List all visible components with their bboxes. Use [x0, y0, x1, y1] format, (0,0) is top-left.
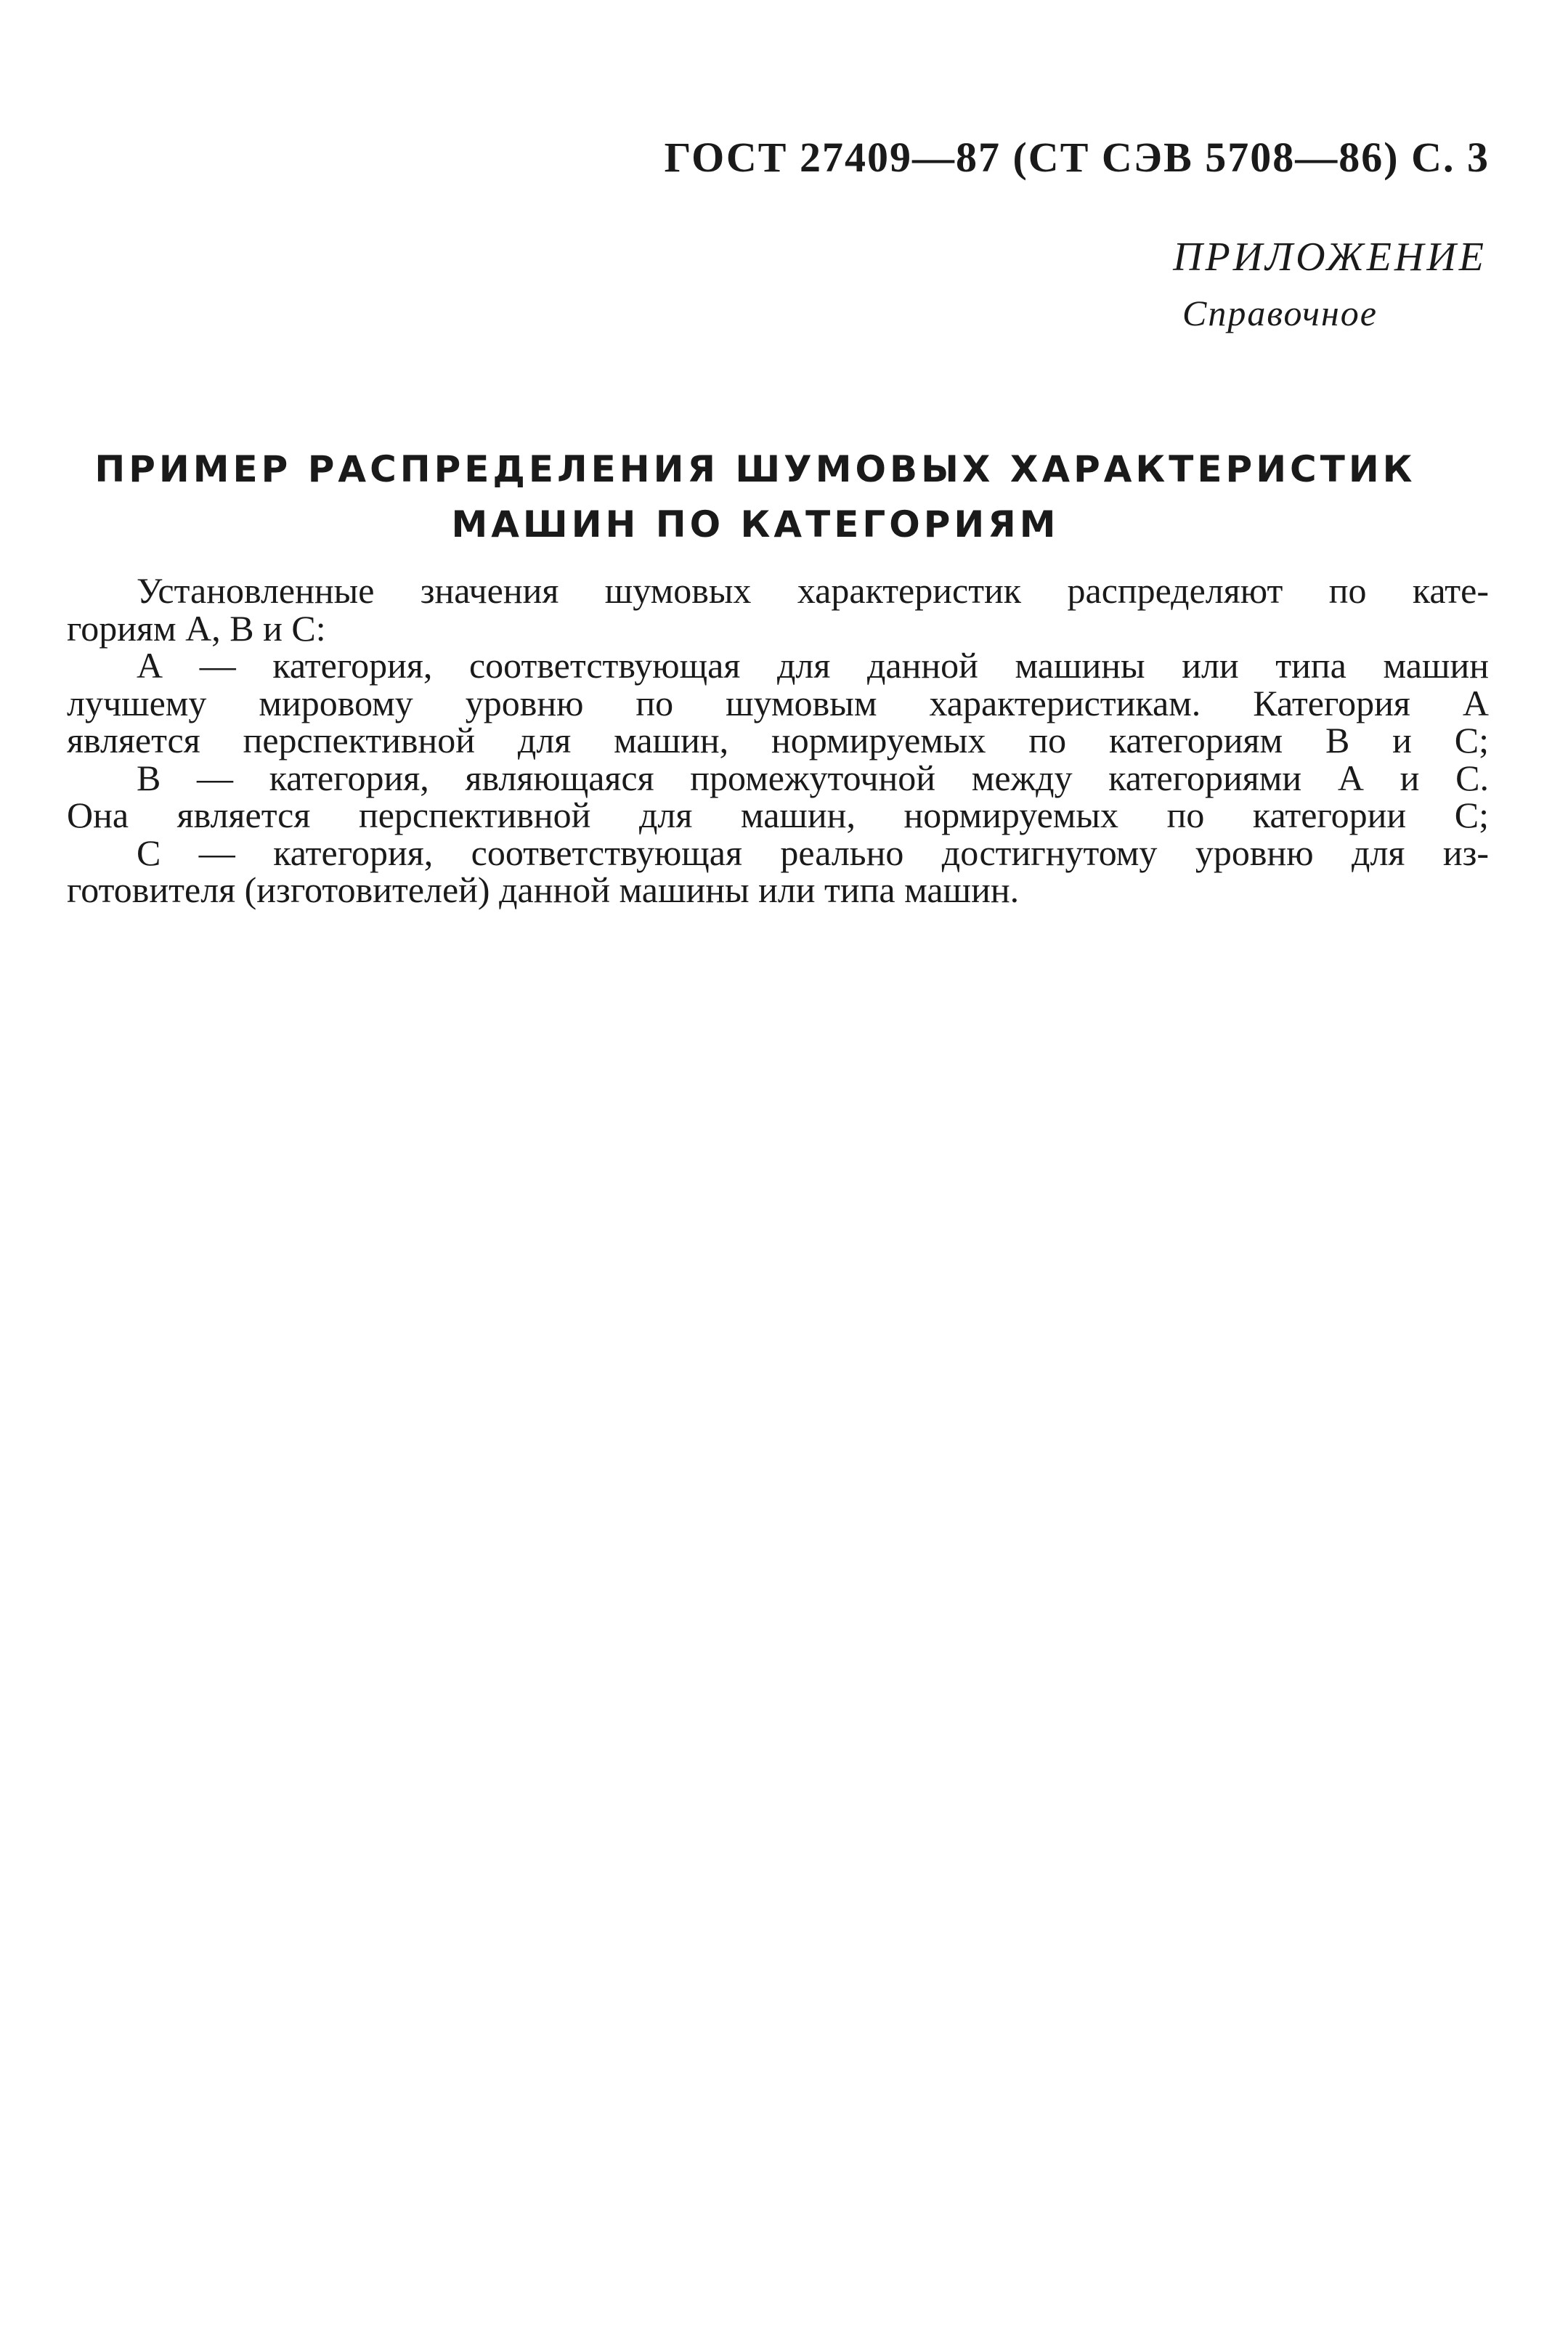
body-line-5: является перспективной для машин, нормируемых по категориям В и С; [67, 720, 1489, 760]
title-line-2: МАШИН ПО КАТЕГОРИЯМ [451, 503, 1060, 545]
body-line-8: С — категория, соответствующая реально достигнутому уровню для из- [137, 832, 1489, 873]
body-line-2: гориям А, В и С: [67, 607, 326, 649]
body-line-7: Она является перспективной для машин, нормируемых по категории С; [67, 795, 1489, 835]
body-text [67, 572, 1489, 909]
body-line-1: Установленные значения шумовых характеристик распределяют по кате- [137, 570, 1489, 611]
body-line-9: готовителя (изготовителей) данной машины или типа машин. [67, 869, 1020, 910]
body-line-3: А — категория, соответствующая для данной машины или типа машин [137, 645, 1489, 686]
body-line-4: лучшему мировому уровню по шумовым характеристикам. Категория А [67, 682, 1489, 723]
title-line-1: ПРИМЕР РАСПРЕДЕЛЕНИЯ ШУМОВЫХ ХАРАКТЕРИСТИК [94, 448, 1416, 490]
appendix-type: Справочное [1182, 293, 1378, 333]
page-title [0, 442, 1511, 552]
body-line-6: В — категория, являющаяся промежуточной между категориями А и С. [137, 757, 1489, 798]
appendix-label: ПРИЛОЖЕНИЕ [1173, 235, 1487, 280]
document-header: ГОСТ 27409—87 (СТ СЭВ 5708—86) С. 3 [664, 134, 1490, 181]
